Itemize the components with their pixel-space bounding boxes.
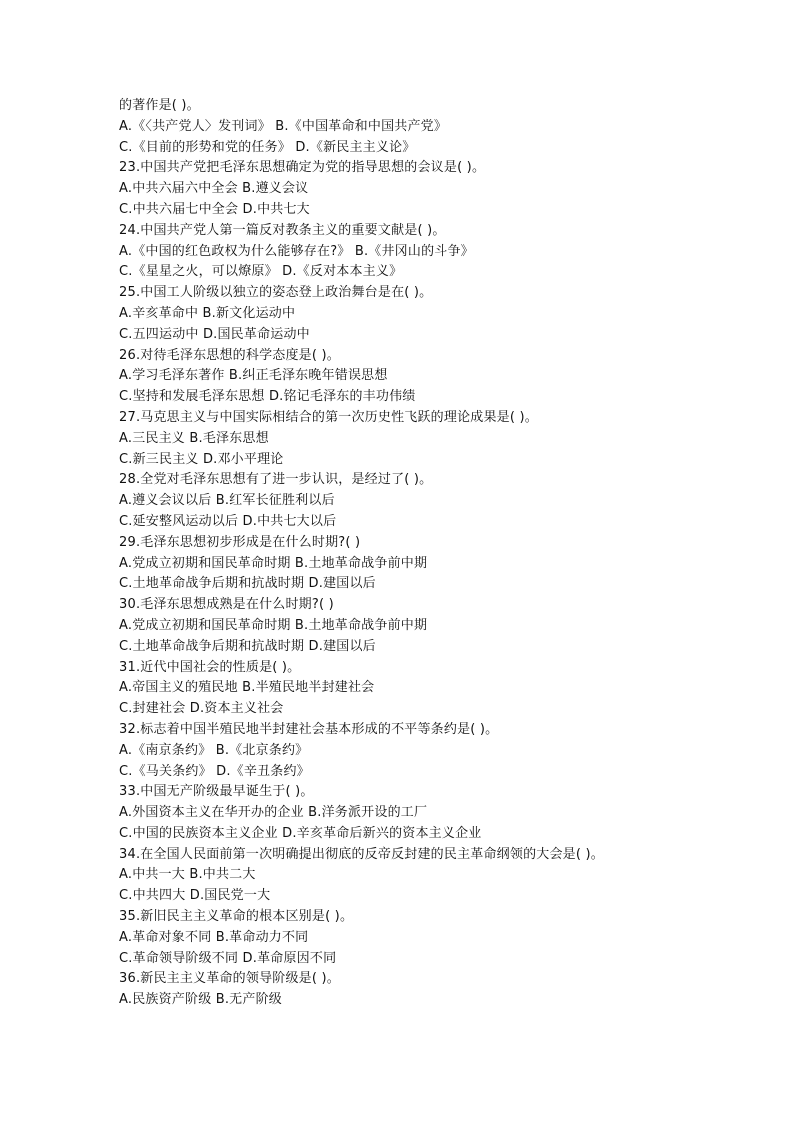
text-line: 29.毛泽东思想初步形成是在什么时期?( ): [119, 534, 361, 550]
text-line: 30.毛泽东思想成熟是在什么时期?( ): [119, 597, 334, 613]
text-line: A.帝国主义的殖民地 B.半殖民地半封建社会: [119, 680, 375, 696]
text-line: C.中国的民族资本主义企业 D.辛亥革命后新兴的资本主义企业: [119, 825, 482, 841]
text-line: A.外国资本主义在华开办的企业 B.洋务派开设的工厂: [119, 805, 428, 821]
text-line: A.《〈共产党人〉发刊词》 B.《中国革命和中国共产党》: [119, 118, 448, 134]
text-line: A.三民主义 B.毛泽东思想: [119, 430, 269, 446]
text-line: A.党成立初期和国民革命时期 B.土地革命战争前中期: [119, 555, 428, 571]
text-line: A.《南京条约》 B.《北京条约》: [119, 742, 309, 758]
text-line: 25.中国工人阶级以独立的姿态登上政治舞台是在( )。: [119, 285, 433, 301]
text-line: A.遵义会议以后 B.红军长征胜利以后: [119, 493, 335, 509]
text-line: A.民族资产阶级 B.无产阶级: [119, 992, 282, 1008]
text-line: A.中共六届六中全会 B.遵义会议: [119, 181, 309, 197]
text-line: 33.中国无产阶级最早诞生于( )。: [119, 784, 314, 800]
text-line: A.革命对象不同 B.革命动力不同: [119, 929, 309, 945]
text-line: 27.马克思主义与中国实际相结合的第一次历史性飞跃的理论成果是( )。: [119, 409, 538, 425]
text-line: 的著作是( )。: [119, 98, 200, 113]
text-line: 36.新民主主义革命的领导阶级是( )。: [119, 971, 340, 987]
text-line: C.土地革命战争后期和抗战时期 D.建国以后: [119, 638, 376, 654]
text-line: C.坚持和发展毛泽东思想 D.铭记毛泽东的丰功伟绩: [119, 389, 416, 405]
text-line: A.学习毛泽东著作 B.纠正毛泽东晚年错误思想: [119, 368, 388, 384]
text-line: C.土地革命战争后期和抗战时期 D.建国以后: [119, 576, 376, 592]
text-line: 32.标志着中国半殖民地半封建社会基本形成的不平等条约是( )。: [119, 721, 499, 737]
text-line: C.新三民主义 D.邓小平理论: [119, 451, 284, 467]
question-text-block: [119, 96, 719, 1011]
text-line: 26.对待毛泽东思想的科学态度是( )。: [119, 347, 340, 363]
text-line: C.革命领导阶级不同 D.革命原因不同: [119, 950, 337, 966]
text-line: 31.近代中国社会的性质是( )。: [119, 659, 301, 675]
text-line: 28.全党对毛泽东思想有了进一步认识，是经过了( )。: [119, 472, 433, 488]
text-line: 24.中国共产党人第一篇反对教条主义的重要文献是( )。: [119, 222, 446, 238]
text-line: A.辛亥革命中 B.新文化运动中: [119, 305, 296, 321]
text-line: C.《马关条约》 D.《辛丑条约》: [119, 763, 310, 779]
text-line: A.中共一大 B.中共二大: [119, 867, 256, 883]
text-line: A.《中国的红色政权为什么能够存在?》 B.《井冈山的斗争》: [119, 243, 474, 259]
text-line: C.中共四大 D.国民党一大: [119, 888, 271, 904]
text-line: C.《星星之火，可以燎原》 D.《反对本本主义》: [119, 264, 403, 280]
text-line: 35.新旧民主主义革命的根本区别是( )。: [119, 909, 354, 925]
text-line: A.党成立初期和国民革命时期 B.土地革命战争前中期: [119, 617, 428, 633]
text-line: C.延安整风运动以后 D.中共七大以后: [119, 513, 337, 529]
text-line: 34.在全国人民面前第一次明确提出彻底的反帝反封建的民主革命纲领的大会是( )。: [119, 846, 604, 862]
text-line: C.封建社会 D.资本主义社会: [119, 701, 284, 717]
text-line: C.中共六届七中全会 D.中共七大: [119, 201, 310, 217]
text-line: C.五四运动中 D.国民革命运动中: [119, 326, 310, 342]
text-line: C.《目前的形势和党的任务》 D.《新民主主义论》: [119, 139, 416, 155]
text-line: 23.中国共产党把毛泽东思想确定为党的指导思想的会议是( )。: [119, 160, 486, 176]
